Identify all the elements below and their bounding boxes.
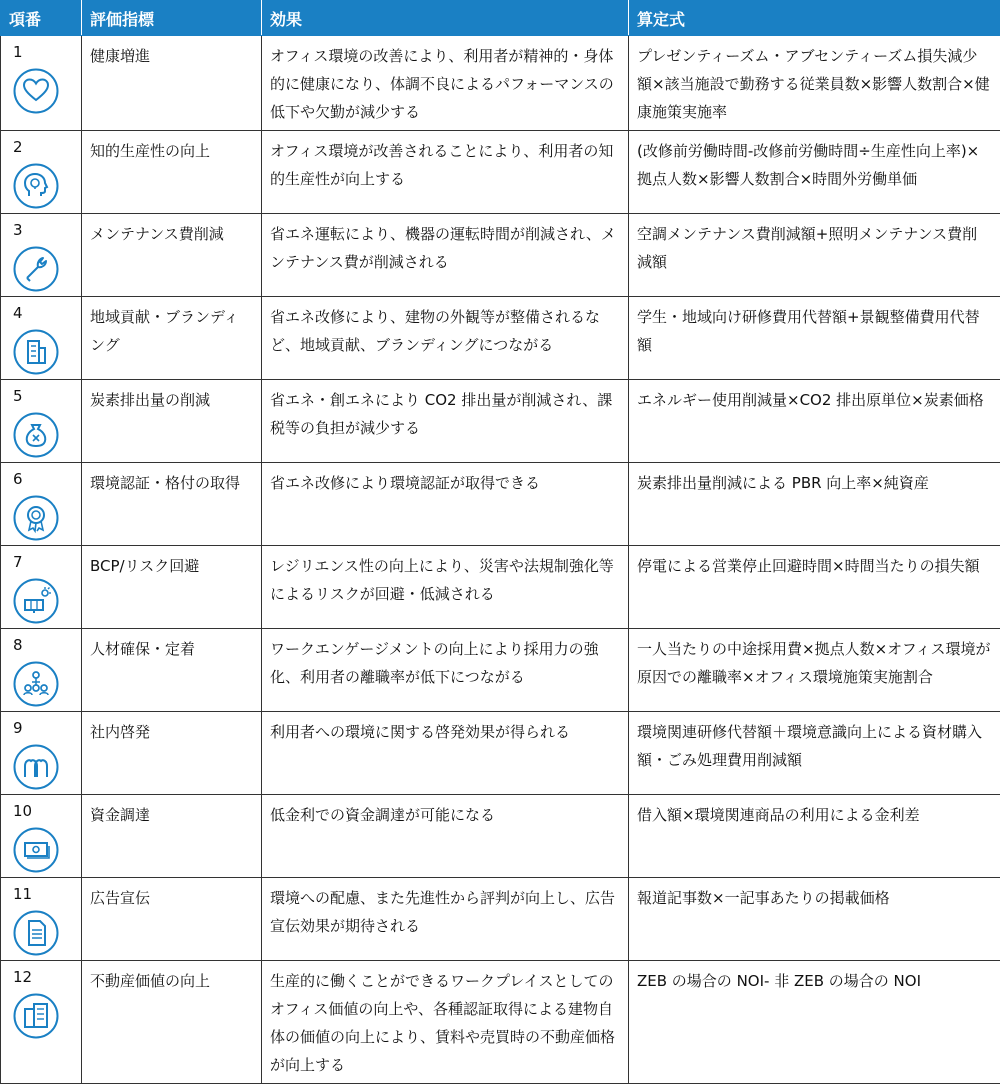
table-row: [1, 36, 1000, 131]
indicator-text: 地域貢献・ブランディング: [90, 303, 253, 359]
formula-text: 環境関連研修代替額＋環境意識向上による資材購入額・ごみ処理費用削減額: [637, 718, 992, 774]
formula-cell: [629, 380, 1000, 463]
indicator-text: 健康増進: [90, 42, 253, 70]
formula-cell: [629, 546, 1000, 629]
indicator-text: メンテナンス費削減: [90, 220, 253, 248]
indicator-text: 人材確保・定着: [90, 635, 253, 663]
formula-cell: [629, 878, 1000, 961]
indicator-cell: [82, 297, 262, 380]
people-network-icon: [13, 661, 59, 707]
formula-text: 借入額×環境関連商品の利用による金利差: [637, 801, 992, 829]
indicator-cell: [82, 795, 262, 878]
table-row: [1, 380, 1000, 463]
row-number-cell: [1, 795, 82, 878]
table-row: [1, 795, 1000, 878]
table-row: [1, 214, 1000, 297]
table-row: [1, 712, 1000, 795]
indicator-text: 広告宣伝: [90, 884, 253, 912]
solar-panel-icon: [13, 578, 59, 624]
indicator-text: 環境認証・格付の取得: [90, 469, 253, 497]
formula-cell: [629, 629, 1000, 712]
formula-cell: [629, 297, 1000, 380]
formula-cell: [629, 131, 1000, 214]
header-number: 項番: [1, 1, 82, 36]
two-people-icon: [13, 744, 59, 790]
table-header-row: [1, 1, 1000, 36]
effect-cell: [262, 878, 629, 961]
indicator-cell: [82, 961, 262, 1084]
row-number-cell: [1, 131, 82, 214]
formula-text: 学生・地域向け研修費用代替額+景観整備費用代替額: [637, 303, 992, 359]
indicator-text: 炭素排出量の削減: [90, 386, 253, 414]
effect-text: 利用者への環境に関する啓発効果が得られる: [270, 718, 620, 746]
carbon-bag-icon: [13, 412, 59, 458]
row-number: 7: [13, 552, 75, 572]
table-row: [1, 131, 1000, 214]
row-number: 2: [13, 137, 75, 157]
row-number: 4: [13, 303, 75, 323]
table-row: [1, 878, 1000, 961]
row-number-cell: [1, 878, 82, 961]
row-number: 9: [13, 718, 75, 738]
row-number-cell: [1, 629, 82, 712]
effect-cell: [262, 795, 629, 878]
row-number: 1: [13, 42, 75, 62]
row-number-cell: [1, 463, 82, 546]
formula-cell: [629, 712, 1000, 795]
effect-text: 低金利での資金調達が可能になる: [270, 801, 620, 829]
indicator-cell: [82, 878, 262, 961]
effect-cell: [262, 214, 629, 297]
effect-cell: [262, 380, 629, 463]
indicator-cell: [82, 463, 262, 546]
table-row: [1, 961, 1000, 1084]
document-icon: [13, 910, 59, 956]
formula-text: 報道記事数×一記事あたりの掲載価格: [637, 884, 992, 912]
building-icon: [13, 329, 59, 375]
indicator-cell: [82, 712, 262, 795]
row-number: 12: [13, 967, 75, 987]
header-effect: 効果: [262, 1, 629, 36]
indicator-cell: [82, 629, 262, 712]
indicator-cell: [82, 546, 262, 629]
row-number: 10: [13, 801, 75, 821]
table-row: [1, 463, 1000, 546]
indicator-text: BCP/リスク回避: [90, 552, 253, 580]
wrench-icon: [13, 246, 59, 292]
formula-text: 空調メンテナンス費削減額+照明メンテナンス費削減額: [637, 220, 992, 276]
money-icon: [13, 827, 59, 873]
header-formula: 算定式: [629, 1, 1000, 36]
row-number-cell: [1, 546, 82, 629]
effect-text: 省エネ運転により、機器の運転時間が削減され、メンテナンス費が削減される: [270, 220, 620, 276]
formula-text: プレゼンティーズム・アブセンティーズム損失減少額×該当施設で勤務する従業員数×影響人数割合×健康施策実施率: [637, 42, 992, 126]
formula-text: ZEB の場合の NOI- 非 ZEB の場合の NOI: [637, 967, 992, 995]
header-indicator: 評価指標: [82, 1, 262, 36]
indicator-text: 社内啓発: [90, 718, 253, 746]
row-number: 6: [13, 469, 75, 489]
row-number: 5: [13, 386, 75, 406]
certificate-badge-icon: [13, 495, 59, 541]
effect-text: オフィス環境が改善されることにより、利用者の知的生産性が向上する: [270, 137, 620, 193]
effect-text: レジリエンス性の向上により、災害や法規制強化等によるリスクが回避・低減される: [270, 552, 620, 608]
effect-text: オフィス環境の改善により、利用者が精神的・身体的に健康になり、体調不良によるパフォーマンスの低下や欠勤が減少する: [270, 42, 620, 126]
effect-text: ワークエンゲージメントの向上により採用力の強化、利用者の離職率が低下につながる: [270, 635, 620, 691]
row-number-cell: [1, 380, 82, 463]
row-number: 8: [13, 635, 75, 655]
effect-text: 生産的に働くことができるワークプレイスとしてのオフィス価値の向上や、各種認証取得による建物自体の価値の向上により、賃料や売買時の不動産価格が向上する: [270, 967, 620, 1079]
table-row: [1, 546, 1000, 629]
row-number: 11: [13, 884, 75, 904]
row-number: 3: [13, 220, 75, 240]
formula-text: 一人当たりの中途採用費×拠点人数×オフィス環境が原因での離職率×オフィス環境施策実施割合: [637, 635, 992, 691]
formula-text: (改修前労働時間-改修前労働時間÷生産性向上率)×拠点人数×影響人数割合×時間外労働単価: [637, 137, 992, 193]
effect-cell: [262, 546, 629, 629]
formula-text: エネルギー使用削減量×CO2 排出原単位×炭素価格: [637, 386, 992, 414]
row-number-cell: [1, 712, 82, 795]
formula-text: 炭素排出量削減による PBR 向上率×純資産: [637, 469, 992, 497]
effect-text: 省エネ改修により環境認証が取得できる: [270, 469, 620, 497]
indicator-text: 不動産価値の向上: [90, 967, 253, 995]
formula-cell: [629, 214, 1000, 297]
indicator-cell: [82, 380, 262, 463]
effect-cell: [262, 36, 629, 131]
row-number-cell: [1, 297, 82, 380]
formula-cell: [629, 36, 1000, 131]
effect-cell: [262, 463, 629, 546]
formula-cell: [629, 795, 1000, 878]
heart-icon: [13, 68, 59, 114]
table-row: [1, 297, 1000, 380]
table-row: [1, 629, 1000, 712]
effect-text: 省エネ改修により、建物の外観等が整備されるなど、地域貢献、ブランディングにつながる: [270, 303, 620, 359]
formula-text: 停電による営業停止回避時間×時間当たりの損失額: [637, 552, 992, 580]
formula-cell: [629, 463, 1000, 546]
head-idea-icon: [13, 163, 59, 209]
effect-cell: [262, 629, 629, 712]
row-number-cell: [1, 961, 82, 1084]
row-number-cell: [1, 36, 82, 131]
effect-text: 省エネ・創エネにより CO2 排出量が削減され、課税等の負担が減少する: [270, 386, 620, 442]
indicator-cell: [82, 214, 262, 297]
effect-text: 環境への配慮、また先進性から評判が向上し、広告宣伝効果が期待される: [270, 884, 620, 940]
indicator-cell: [82, 131, 262, 214]
effect-cell: [262, 131, 629, 214]
effect-cell: [262, 961, 629, 1084]
indicator-text: 資金調達: [90, 801, 253, 829]
indicator-cell: [82, 36, 262, 131]
buildings-icon: [13, 993, 59, 1039]
formula-cell: [629, 961, 1000, 1084]
row-number-cell: [1, 214, 82, 297]
effect-cell: [262, 712, 629, 795]
effect-cell: [262, 297, 629, 380]
indicator-text: 知的生産性の向上: [90, 137, 253, 165]
